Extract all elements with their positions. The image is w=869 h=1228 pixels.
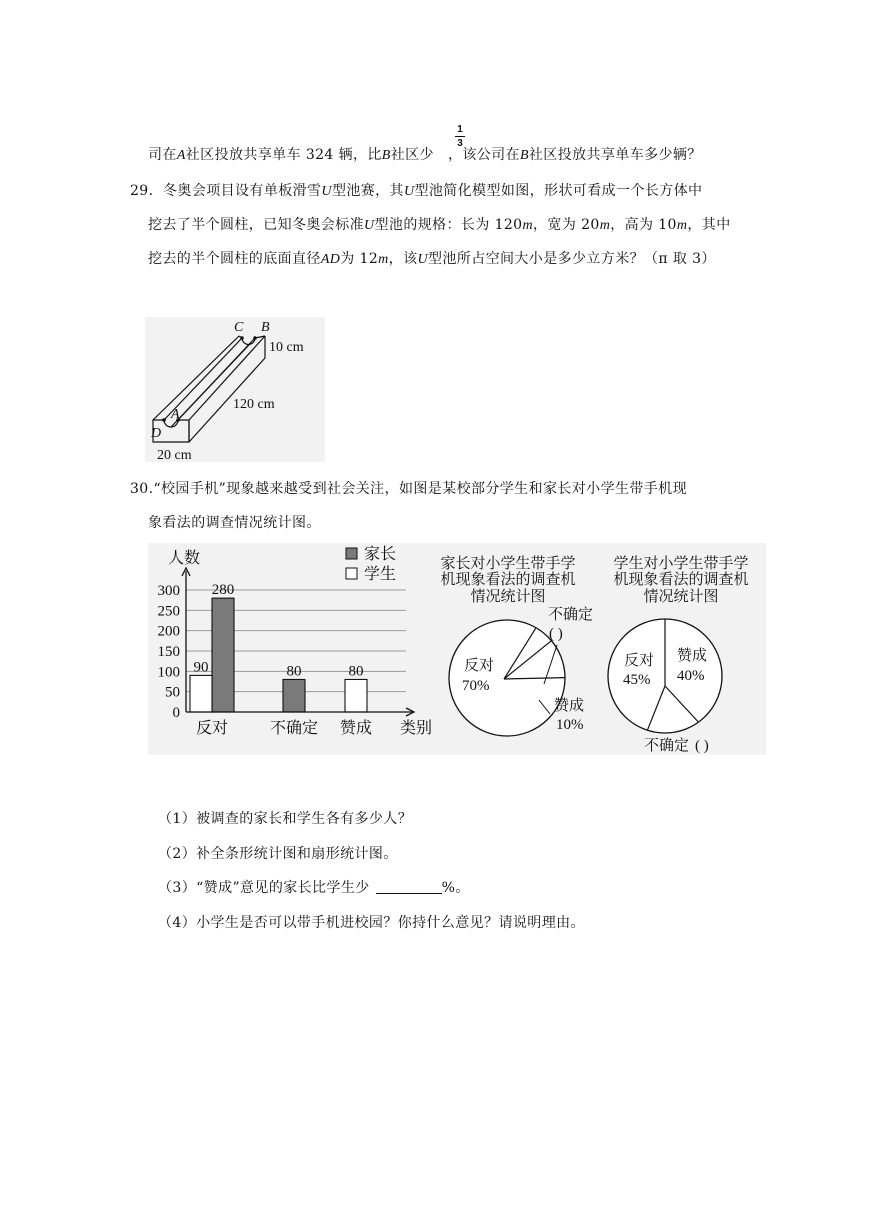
- fraction-one-third: 1 3: [455, 124, 465, 149]
- subquestion-3: （3）“赞成”意见的家长比学生少 %。: [158, 880, 470, 896]
- pie1-label-approve: 赞成: [554, 698, 585, 714]
- point-d-marker: [162, 418, 166, 422]
- subquestion-1: （1）被调查的家长和学生各有多少人？: [158, 811, 413, 827]
- pie2-value-approve: 40%: [677, 668, 705, 684]
- label-b: B: [261, 320, 270, 335]
- pie1-label-unsure: 不确定: [548, 607, 594, 623]
- subquestion-4: （4）小学生是否可以带手机进校园？你持什么意见？请说明理由。: [158, 915, 585, 931]
- legend-swatch-parents: [346, 548, 357, 559]
- bar: [190, 675, 212, 712]
- y-tick-label: 200: [157, 623, 180, 640]
- length-label: 120 cm: [233, 397, 275, 412]
- q29-line-3: 挖去的半个圆柱的底面直径AD为 12m，该U型池所占空间大小是多少立方米？（π 取 3）: [148, 251, 716, 267]
- q29-line-1: 29．冬奥会项目设有单板滑雪U型池赛，其U型池简化模型如图，形状可看成一个长方体中: [130, 183, 703, 199]
- pie2-value-oppose: 45%: [623, 672, 651, 688]
- label-a: A: [171, 407, 180, 422]
- bar: [283, 679, 305, 712]
- bar-value-label: 80: [348, 663, 364, 680]
- subquestion-2: （2）补全条形统计图和扇形统计图。: [158, 846, 398, 862]
- bar-value-label: 90: [193, 659, 209, 676]
- y-tick-label: 300: [157, 583, 180, 599]
- y-tick-label: 0: [172, 705, 180, 721]
- bar-category-labels: [196, 718, 372, 737]
- survey-charts-figure: [148, 543, 766, 755]
- q30-line-1: 30.“校园手机”现象越来越受到社会关注，如图是某校部分学生和家长对小学生带手机现: [130, 481, 687, 497]
- bar-value-label: 80: [286, 663, 302, 680]
- legend-label-students: 学生: [364, 566, 397, 583]
- answer-blank[interactable]: [376, 881, 442, 894]
- pie2-title-line-2: 机现象看法的调查机: [613, 572, 749, 588]
- y-tick-label: 250: [157, 603, 180, 620]
- pie2-title-line-1: 学生对小学生带手学: [613, 556, 749, 572]
- pie1-title-line-2: 机现象看法的调查机: [440, 572, 576, 588]
- bar: [212, 598, 234, 712]
- q29-line-2: 挖去了半个圆柱，已知冬奥会标准U型池的规格：长为 120m，宽为 20m，高为 10m，其中: [148, 217, 731, 233]
- pie1-value-oppose: 70%: [462, 678, 490, 694]
- pie2-label-approve: 赞成: [677, 648, 708, 664]
- u-pool-figure: [145, 317, 325, 462]
- label-d: D: [151, 426, 162, 441]
- pie2-label-oppose: 反对: [624, 653, 655, 669]
- label-c: C: [234, 320, 244, 335]
- pie2-value-unsure: ( ): [695, 738, 709, 754]
- pie1-label-oppose: 反对: [464, 658, 495, 674]
- pie2-title-line-3: 情况统计图: [643, 589, 719, 605]
- legend-label-parents: 家长: [364, 546, 397, 563]
- q28-tail-line: 司在A社区投放共享单车 324 辆，比B社区少 ，该公司在B社区投放共享单车多少辆？: [148, 147, 702, 163]
- pie1-title-line-3: 情况统计图: [470, 589, 546, 605]
- y-tick-label: 150: [157, 644, 180, 660]
- pie2-label-unsure: 不确定: [644, 738, 690, 754]
- pie1-value-unsure: ( ): [549, 626, 563, 642]
- bar-y-axis-label: 人数: [168, 550, 201, 567]
- y-tick-label: 100: [157, 664, 180, 681]
- category-label: 不确定: [269, 720, 319, 737]
- width-label: 20 cm: [157, 448, 192, 462]
- pie1-title-line-1: 家长对小学生带手学: [440, 556, 576, 572]
- q30-line-2: 象看法的调查情况统计图。: [148, 515, 321, 531]
- point-b-marker: [253, 336, 257, 340]
- category-label: 反对: [195, 720, 229, 737]
- bar-x-axis-label: 类别: [400, 720, 433, 737]
- height-label: 10 cm: [269, 340, 304, 355]
- legend-swatch-students: [346, 568, 357, 579]
- pie1-value-approve: 10%: [556, 717, 584, 733]
- bar: [345, 679, 367, 712]
- y-tick-label: 50: [165, 684, 180, 701]
- bar-value-label: 280: [211, 582, 235, 599]
- figure-background: [145, 317, 325, 462]
- category-label: 赞成: [339, 720, 373, 737]
- point-c-marker: [240, 336, 244, 340]
